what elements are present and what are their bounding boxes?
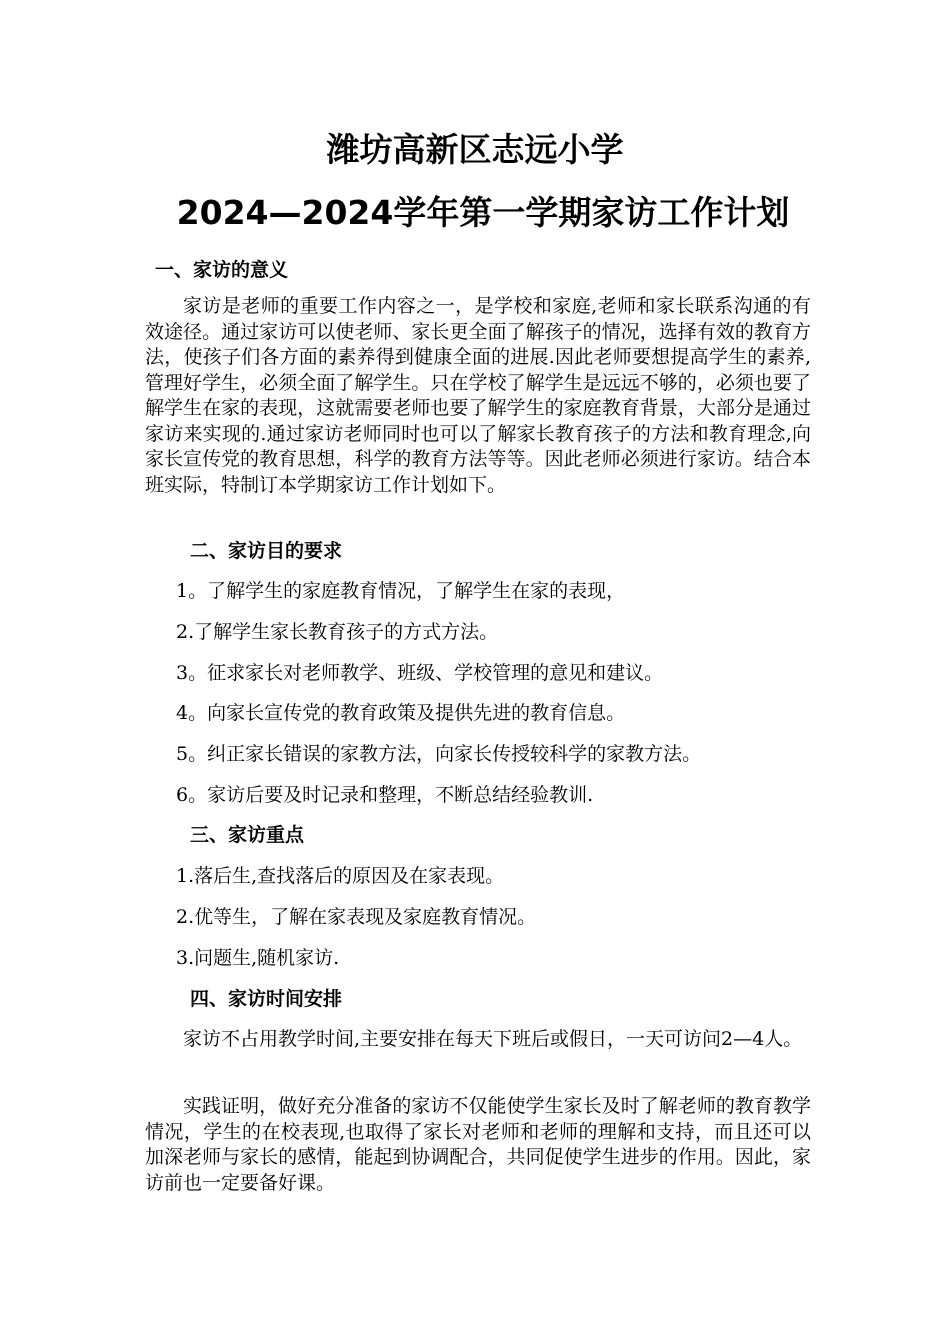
paragraph-conclusion: 实践证明，做好充分准备的家访不仅能使学生家长及时了解老师的教育教学情况，学生的在校表现,也取得了家长对老师和老师的理解和支持，而且还可以加深老师与家长的感情，能起到协调配合，共同促使学生进步的作用。因此，家访前也一定要备好课。 <box>145 1095 811 1194</box>
paragraph-schedule: 家访不占用教学时间,主要安排在每天下班后或假日，一天可访问2—4人。 <box>183 1028 803 1050</box>
list-item-focus-1: 1.落后生,查找落后的原因及在家表现。 <box>176 865 505 887</box>
list-item-goal-6: 6。家访后要及时记录和整理，不断总结经验教训. <box>176 784 594 806</box>
list-item-goal-2: 2.了解学生家长教育孩子的方式方法。 <box>176 621 499 643</box>
list-item-goal-4: 4。向家长宣传党的教育政策及提供先进的教育信息。 <box>176 702 626 724</box>
section-heading-goals: 二、家访目的要求 <box>190 540 343 562</box>
list-item-goal-5: 5。纠正家长错误的家教方法，向家长传授较科学的家教方法。 <box>176 743 702 765</box>
plan-title: 2024—2024学年第一学期家访工作计划 <box>176 193 790 232</box>
section-heading-significance: 一、家访的意义 <box>155 259 289 281</box>
school-title: 潍坊高新区志远小学 <box>326 130 624 169</box>
list-item-goal-3: 3。征求家长对老师教学、班级、学校管理的意见和建议。 <box>176 662 664 684</box>
list-item-focus-2: 2.优等生，了解在家表现及家庭教育情况。 <box>176 906 537 928</box>
list-item-focus-3: 3.问题生,随机家访. <box>176 947 340 969</box>
paragraph-significance: 家访是老师的重要工作内容之一，是学校和家庭,老师和家长联系沟通的有效途径。通过家访可以使老师、家长更全面了解孩子的情况，选择有效的教育方法，使孩子们各方面的素养得到健康全面的进展.因此老师要想提高学生的素养,管理好学生，必须全面了解学生。只在学校了解学生是远远不够的，必须也要了解学生在家的表现，这就需要老师也要了解学生的家庭教育背景，大部分是通过家访来实现的.通过家访老师同时也可以了解家长教育孩子的方法和教育理念,向家长宣传党的教育思想，科学的教育方法等等。因此老师必须进行家访。结合本班实际，特制订本学期家访工作计划如下。 <box>145 295 811 496</box>
section-heading-focus: 三、家访重点 <box>190 824 305 846</box>
section-heading-schedule: 四、家访时间安排 <box>190 988 343 1010</box>
list-item-goal-1: 1。了解学生的家庭教育情况，了解学生在家的表现， <box>176 580 626 602</box>
